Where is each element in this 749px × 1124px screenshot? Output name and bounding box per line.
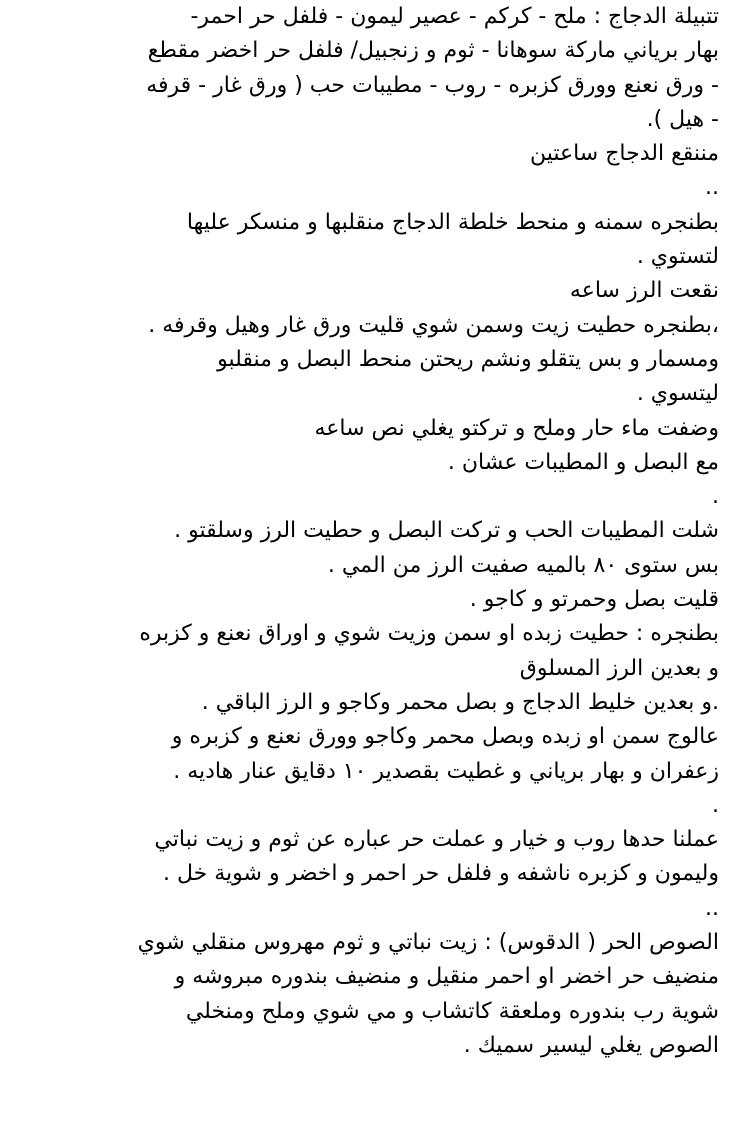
note-line: زعفران و بهار برياني و غطيت بقصدير ١٠ دقايق عنار هاديه . — [173, 758, 719, 784]
note-line: بطنجره سمنه و منحط خلطة الدجاج منقلبها و منسكر عليها — [186, 209, 719, 235]
note-line: عملنا حدها روب و خيار و عملت حر عباره عن ثوم و زيت نباتي — [154, 827, 719, 853]
note-line: لتستوي . — [636, 244, 719, 270]
note-line: .. — [705, 175, 719, 201]
note-line: - ورق نعنع وورق كزبره - روب - مطيبات حب ( ورق غار - قرفه — [146, 72, 719, 98]
note-line: مع البصل و المطيبات عشان . — [447, 449, 719, 475]
note-line: . — [712, 792, 719, 818]
note-line: الصوص يغلي ليسير سميك . — [463, 1032, 719, 1058]
note-line: وليمون و كزبره ناشفه و فلفل حر احمر و اخضر و شوية خل . — [163, 861, 719, 887]
note-line: شلت المطيبات الحب و تركت البصل و حطيت الرز وسلقتو . — [174, 518, 719, 544]
note-line: نقعت الرز ساعه — [569, 278, 719, 304]
note-line: بطنجره : حطيت زبده او سمن وزيت شوي و اوراق نعنع و كزبره — [139, 621, 719, 647]
note-line: قليت بصل وحمرتو و كاجو . — [469, 587, 719, 613]
note-line: . — [712, 484, 719, 510]
note-line: ومسمار و بس يتقلو ونشم ريحتن منحط البصل و منقلبو — [217, 346, 719, 372]
note-line: ليتسوي . — [636, 381, 719, 407]
note-line: - هيل ). — [646, 106, 719, 132]
note-line: منضيف حر اخضر او احمر منقيل و منضيف بندوره مبروشه و — [174, 964, 719, 990]
note-line: و بعدين الرز المسلوق — [519, 655, 719, 681]
note-line: شوية رب بندوره وملعقة كاتشاب و مي شوي وملح ومنخلي — [185, 998, 719, 1024]
note-line: ،بطنجره حطيت زيت وسمن شوي قليت ورق غار وهيل وقرفه . — [148, 312, 719, 338]
note-line: مننقع الدجاج ساعتين — [529, 141, 719, 167]
recipe-note-text — [22, 0, 719, 1063]
note-line: الصوص الحر ( الدقوس) : زيت نباتي و ثوم مهروس منقلي شوي — [137, 930, 719, 956]
note-line: بهار برياني ماركة سوهانا - ثوم و زنجبيل/ فلفل حر اخضر مقطع — [147, 38, 719, 64]
note-line: وضفت ماء حار وملح و تركتو يغلي نص ساعه — [314, 415, 719, 441]
note-line: بس ستوى ٨٠ بالميه صفيت الرز من المي . — [327, 552, 719, 578]
note-line: .. — [705, 895, 719, 921]
note-line: تتبيلة الدجاج : ملح - كركم - عصير ليمون - فلفل حر احمر- — [190, 4, 719, 29]
note-line: .و بعدين خليط الدجاج و بصل محمر وكاجو و الرز الباقي . — [201, 689, 719, 715]
note-line: عالوج سمن او زبده وبصل محمر وكاجو وورق نعنع و كزبره و — [171, 724, 719, 750]
